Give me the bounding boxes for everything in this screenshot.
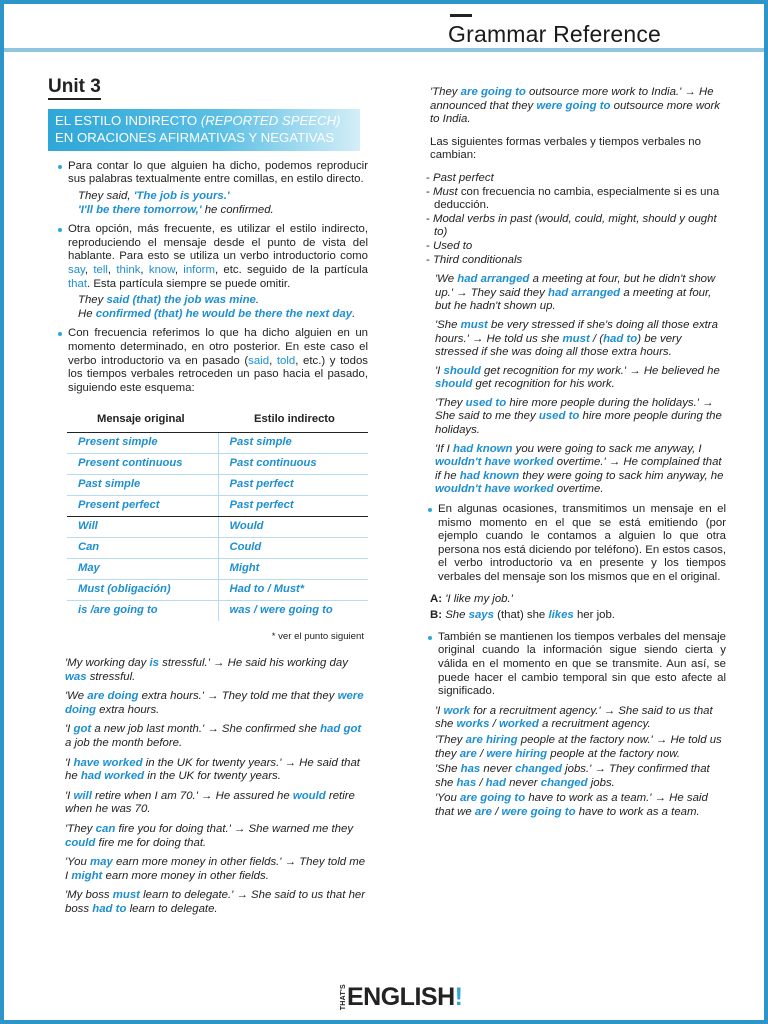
example-block	[50, 190, 368, 217]
example-text: 'You	[435, 792, 460, 805]
banner-part1: EL ESTILO INDIRECTO	[55, 113, 201, 128]
list-term: Modal verbs in past (would, could, might, should y ought to)	[432, 212, 717, 239]
bullet-text: Para contar lo que alguien ha dicho, podemos reproducir sus palabras textualmente entre comillas, en estilo directo.	[68, 159, 368, 186]
example-text: /	[489, 718, 499, 731]
page	[4, 4, 764, 1020]
verb-told: told	[276, 354, 296, 367]
example-text: get recognition for his work.	[472, 378, 615, 391]
example-text: have to work as a team.' → He said that we	[435, 792, 708, 818]
example-highlight: said (that) the job was mine	[106, 294, 256, 307]
example-highlight: 'The job is yours.'	[133, 190, 230, 202]
example-text: you were going to sack me anyway, I	[512, 442, 702, 455]
unchanged-intro: Las siguientes formas verbales y tiempos verbales no cambian:	[430, 135, 701, 162]
example-highlight: used to	[465, 396, 507, 409]
example-text: fire me for doing that.	[95, 836, 207, 849]
dialogue-a	[420, 593, 726, 607]
bullet-text: , etc. seguido de la partícula	[214, 263, 368, 276]
example-text: 'They	[430, 86, 461, 98]
bullet-text: Otra opción, más frecuente, es utilizar el estilo indirecto, reproduciendo el mensaje desde el punto de vista del hablante. Para esto se utiliza un verbo introductorio como	[68, 223, 368, 263]
section-banner	[48, 109, 360, 151]
list-item	[426, 240, 726, 254]
example-text: 'My working day	[65, 657, 150, 669]
example-text: never	[505, 776, 541, 789]
table-cell: Present simple	[67, 432, 218, 453]
example-item	[420, 792, 726, 819]
table-cell: Can	[67, 537, 218, 558]
example-text: 'My boss	[65, 889, 113, 902]
bullet-text: , etc.) y todos los tiempos verbales retroceden un paso hacia el pasado, siguiendo este esquema:	[68, 354, 368, 394]
example-highlight: should	[435, 378, 473, 391]
example-item	[50, 657, 368, 684]
example-text: 'I	[65, 756, 74, 769]
example-line	[78, 204, 368, 218]
table-row	[67, 537, 368, 558]
example-text: in the UK for twenty years.' → He said that he	[65, 756, 360, 783]
dialogue-b	[420, 609, 726, 623]
example-highlight: got	[73, 723, 92, 736]
example-highlight: must	[562, 332, 590, 345]
right-examples-2	[420, 705, 726, 820]
example-item	[420, 443, 726, 497]
bullet-simultaneous	[420, 503, 726, 585]
example-highlight: should	[443, 364, 481, 377]
example-highlight: is	[149, 657, 159, 669]
example-item	[420, 763, 726, 790]
list-term: Third conditionals	[432, 253, 523, 266]
dialogue-text: (that) she	[493, 609, 549, 622]
example-highlight: might	[71, 869, 103, 882]
table-cell: Must (obligación)	[67, 579, 218, 600]
example-highlight: are	[459, 747, 477, 760]
dialogue-text: her job.	[573, 609, 615, 622]
example-text: earn more money in other fields.' → They told me I	[65, 856, 366, 882]
example-text: retire when he was 70.	[65, 789, 355, 816]
table-cell: Had to / Must*	[218, 579, 368, 600]
table-row	[67, 495, 368, 516]
list-item	[426, 172, 726, 186]
table-row	[67, 432, 368, 453]
example-text: 'They	[435, 396, 466, 409]
table-header: Estilo indirecto	[218, 408, 368, 432]
dialogue-highlight: says	[468, 609, 494, 622]
example-text: people at the factory now.	[547, 747, 681, 760]
thats-english-logo	[340, 982, 463, 1012]
left-examples	[50, 657, 368, 917]
speaker-label: B:	[430, 609, 443, 622]
example-text: 'She	[435, 763, 461, 776]
example-highlight: would	[292, 789, 326, 802]
list-item	[426, 254, 726, 268]
example-text: /	[476, 747, 487, 760]
example-text: a new job last month.' → She confirmed she	[91, 723, 321, 736]
list-term: Must	[432, 185, 458, 198]
example-highlight: changed	[515, 763, 562, 776]
example-text: /	[492, 805, 502, 818]
header-accent-bar	[450, 14, 472, 17]
example-highlight: are going to	[459, 792, 526, 805]
table-cell: is /are going to	[78, 604, 158, 617]
example-highlight: may	[89, 856, 113, 869]
table-cell: was / were going to	[218, 600, 368, 621]
example-text: a meeting at four, but he hadn't shown up.	[435, 286, 712, 313]
verb-say: say	[68, 263, 85, 276]
separator: ,	[269, 354, 277, 367]
list-term: Used to	[432, 239, 473, 252]
table-cell: Present perfect	[67, 495, 218, 516]
page-header	[4, 4, 764, 52]
example-text: outsource more work to India.	[430, 99, 720, 126]
list-dash: -	[426, 239, 433, 252]
example-text: they were going to sack him anyway, he	[519, 469, 724, 482]
example-text: 'They	[435, 733, 466, 746]
example-highlight: were hiring	[486, 747, 548, 760]
speaker-label: A:	[430, 592, 443, 605]
example-text: He	[78, 307, 96, 320]
table-cell: Past perfect	[218, 495, 368, 516]
list-item	[426, 213, 726, 240]
example-text: 'She	[435, 318, 461, 331]
table-row	[67, 474, 368, 495]
example-text: 'If I	[435, 442, 453, 455]
list-dash: -	[426, 253, 433, 266]
bullet-backshift	[50, 327, 368, 395]
example-text: They	[78, 294, 107, 307]
example-text: stressful.	[86, 670, 136, 683]
example-text: 'I	[65, 789, 74, 802]
example-item	[50, 757, 368, 784]
example-item	[420, 86, 726, 127]
example-block	[50, 294, 368, 321]
bullet-text: También se mantienen los tiempos verbales del mensaje original cuando la información sigue siendo cierta y válida en el momento en que se transmite. Aun así, se puede hacer el cambio temporal sin que esto afecte al significado.	[438, 630, 726, 698]
example-text: never	[480, 763, 516, 776]
example-text: overtime.' → He complained that if he	[435, 456, 722, 482]
separator: ,	[174, 263, 184, 276]
table-cell: Present continuous	[67, 453, 218, 474]
example-text: ) be very stressed if she was doing all those extra hours.	[435, 332, 682, 359]
table-cell: May	[67, 558, 218, 579]
example-highlight: works	[456, 718, 490, 731]
example-text: extra hours.' → They told me that they	[138, 690, 338, 703]
example-highlight: have worked	[73, 756, 143, 769]
example-text: 'I	[435, 364, 444, 377]
example-item	[50, 856, 368, 883]
unit-heading: Unit 3	[48, 76, 101, 100]
table-footnote: * ver el punto siguient	[271, 631, 364, 643]
example-highlight: could	[65, 836, 96, 849]
example-text: have to work as a team.	[575, 805, 700, 818]
example-text: 'I	[65, 723, 74, 736]
banner-part3: EN ORACIONES AFIRMATIVAS Y NEGATIVAS	[55, 130, 335, 146]
example-text: learn to delegate.	[126, 902, 218, 915]
example-highlight: are hiring	[465, 733, 518, 746]
table-cell: Would	[218, 516, 368, 537]
example-highlight: was	[65, 670, 87, 683]
banner-part2: (REPORTED SPEECH)	[200, 113, 341, 128]
table-cell: Past simple	[67, 474, 218, 495]
example-highlight: were doing	[65, 690, 364, 716]
example-text: jobs.' → They confirmed that she	[435, 763, 710, 789]
table-cell: Will	[67, 516, 218, 537]
example-highlight: had arranged	[457, 273, 530, 286]
bullet-direct-speech	[50, 160, 368, 187]
logo-exclamation: !	[454, 982, 463, 1011]
example-highlight: 'I'll be there tomorrow,'	[78, 203, 202, 216]
example-text: hire more people during the holidays.	[435, 410, 722, 437]
example-highlight: had worked	[80, 770, 145, 783]
example-highlight: must	[460, 318, 488, 331]
example-text: extra hours.	[96, 703, 160, 716]
example-text: They said,	[78, 190, 134, 202]
table-cell: Past continuous	[218, 453, 368, 474]
logo-small-text: THAT'S	[340, 983, 347, 1011]
example-text: a recruitment agency.	[538, 718, 651, 731]
example-highlight: worked	[498, 718, 539, 731]
example-highlight: had known	[453, 442, 513, 455]
verb-know: know	[148, 263, 175, 276]
example-highlight: wouldn't have worked	[435, 483, 554, 496]
example-text: get recognition for my work.' → He believed he	[480, 364, 720, 377]
example-highlight: can	[95, 822, 116, 835]
list-dash: -	[426, 185, 433, 198]
example-text: 'They	[65, 822, 96, 835]
table-cell: Past simple	[218, 432, 368, 453]
example-highlight: had	[485, 776, 506, 789]
example-highlight: had known	[459, 469, 520, 482]
table-row	[67, 453, 368, 474]
example-line	[78, 308, 368, 322]
example-text: a job the month before.	[65, 736, 183, 749]
dialogue-text: She	[442, 609, 469, 622]
example-highlight: has	[460, 763, 481, 776]
page-title: Grammar Reference	[448, 21, 662, 47]
list-text: con frecuencia no cambia, especialmente si es una deducción.	[434, 185, 720, 212]
example-item	[50, 823, 368, 850]
example-item	[420, 365, 726, 392]
example-item	[420, 397, 726, 438]
list-item	[426, 186, 726, 213]
example-text: / (	[589, 332, 604, 345]
example-text: in the UK for twenty years.	[144, 770, 281, 783]
example-highlight: changed	[540, 776, 588, 789]
table-header: Mensaje original	[67, 408, 218, 432]
separator: ,	[140, 263, 149, 276]
example-line	[78, 190, 368, 204]
verb-tell: tell	[93, 263, 108, 276]
example-highlight: were going to	[536, 99, 611, 112]
example-text: fire you for doing that.' → She warned me they	[115, 822, 354, 835]
example-text: overtime.	[553, 483, 604, 496]
bullet-indirect-speech	[50, 223, 368, 291]
example-text: learn to delegate.' → She said to us that her boss	[65, 889, 366, 915]
example-text: jobs.	[587, 776, 615, 789]
dialogue-highlight: likes	[548, 609, 574, 622]
example-text: retire when I am 70.' → He assured he	[91, 789, 293, 802]
example-item	[50, 723, 368, 750]
table-row	[67, 558, 368, 579]
table-row	[67, 516, 368, 537]
example-text: 'I	[435, 704, 444, 717]
example-text: he confirmed.	[201, 203, 274, 216]
example-highlight: are	[474, 805, 492, 818]
list-dash: -	[426, 171, 433, 184]
example-item	[420, 734, 726, 761]
example-item	[420, 319, 726, 360]
example-text: people at the factory now.' → He told us they	[435, 733, 722, 760]
example-text: 'You	[65, 856, 90, 869]
example-text: earn more money in other fields.	[102, 869, 269, 882]
verb-inform: inform	[183, 263, 215, 276]
table-row	[67, 579, 368, 600]
example-text: stressful.' → He said his working day	[158, 657, 348, 669]
example-item	[420, 273, 726, 314]
example-highlight: had arranged	[547, 286, 621, 299]
example-item	[50, 889, 368, 916]
example-text: be very stressed if she's doing all those extra hours.' → He told us she	[435, 318, 718, 345]
verb-think: think	[116, 263, 141, 276]
example-highlight: are going to	[460, 86, 526, 98]
list-dash: -	[426, 212, 433, 225]
example-highlight: wouldn't have worked	[435, 456, 554, 469]
table-header-row	[67, 408, 368, 432]
example-highlight: will	[73, 789, 92, 802]
example-text: 'We	[435, 273, 458, 286]
example-highlight: has	[456, 776, 477, 789]
example-text: hire more people during the holidays.' → She said to me they	[435, 396, 714, 423]
verb-said: said	[248, 354, 270, 367]
example-highlight: confirmed (that) he would be there the next day	[95, 307, 353, 320]
example-text: 'We	[65, 690, 88, 703]
logo-text: ENGLISH	[347, 982, 455, 1011]
list-term: Past perfect	[432, 171, 494, 184]
separator: ,	[84, 263, 94, 276]
example-item	[50, 790, 368, 817]
example-highlight: had to	[92, 902, 127, 915]
table-cell: Could	[218, 537, 368, 558]
bullet-text: . Esta partícula siempre se puede omitir.	[87, 277, 291, 290]
table-cell: Might	[218, 558, 368, 579]
example-text: /	[476, 776, 486, 789]
example-line	[78, 294, 368, 308]
example-item	[50, 690, 368, 717]
example-text: .	[352, 307, 356, 320]
example-highlight: must	[112, 889, 140, 902]
example-text: for a recruitment agency.' → She said to us that she	[435, 704, 713, 731]
example-highlight: work	[443, 704, 471, 717]
example-text: .	[255, 294, 260, 307]
left-column	[50, 76, 368, 917]
dialogue-text: 'I like my job.'	[442, 592, 513, 605]
table-cell: Past perfect	[218, 474, 368, 495]
particle-that: that	[68, 277, 87, 290]
bullet-text: En algunas ocasiones, transmitimos un mensaje en el mismo momento en el que se está emitiendo (por ejemplo cuando le contamos a alguien lo que otra persona nos está diciendo por teléfono). En estos casos, el verbo introductorio va en presente y los tiempos verbales del mensaje son los mismos que en el original.	[438, 503, 726, 583]
bullet-still-true	[420, 631, 726, 699]
table-row	[67, 600, 368, 621]
separator: ,	[107, 263, 117, 276]
example-text: outsource more work to India.' → He announced that they	[430, 86, 714, 112]
bullet-text: Con frecuencia referimos lo que ha dicho alguien en un momento determinado, en otro posterior. En este caso el verbo introductorio va en pasado (	[68, 327, 368, 367]
right-column	[420, 86, 726, 820]
example-highlight: had to	[603, 332, 638, 345]
tense-table	[67, 408, 368, 621]
example-highlight: were going to	[501, 805, 576, 818]
example-highlight: had got	[320, 723, 362, 736]
unchanged-list	[420, 172, 726, 267]
example-highlight: are doing	[87, 690, 139, 703]
right-examples	[420, 273, 726, 497]
example-text: a meeting at four, but he didn't show up.' → They said they	[435, 273, 716, 299]
example-highlight: used to	[538, 410, 580, 423]
example-item	[420, 705, 726, 732]
